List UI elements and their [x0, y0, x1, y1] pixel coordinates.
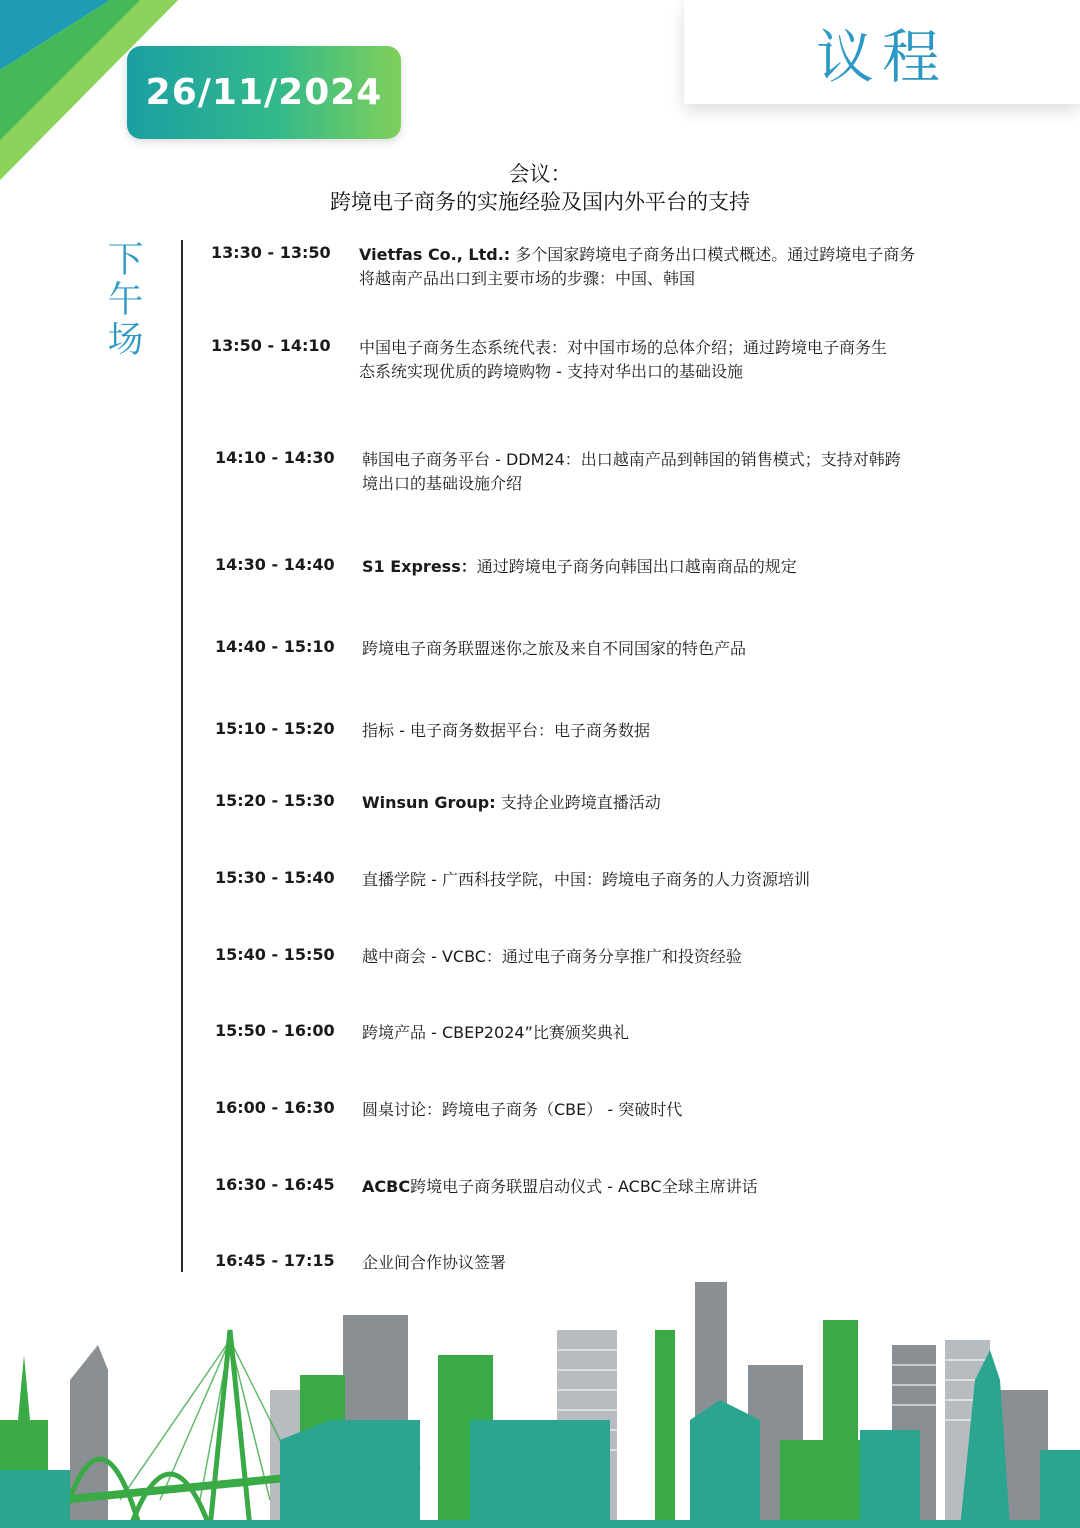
session-label: 下午场: [102, 240, 143, 360]
agenda-text-line1: 跨境电子商务联盟启动仪式 - ACBC全球主席讲话: [410, 1177, 758, 1196]
agenda-text-line2: 境出口的基础设施介绍: [362, 474, 523, 493]
agenda-text-line1: 企业间合作协议签署: [362, 1253, 507, 1272]
agenda-time: 16:30 - 16:45: [215, 1175, 335, 1194]
agenda-text-line1: 直播学院 - 广西科技学院，中国：跨境电子商务的人力资源培训: [362, 870, 810, 889]
agenda-description: [359, 336, 887, 384]
agenda-time: 15:10 - 15:20: [215, 719, 335, 738]
agenda-time: 14:40 - 15:10: [215, 637, 335, 656]
title-card: [684, 0, 1080, 104]
agenda-time: 16:45 - 17:15: [215, 1251, 335, 1270]
agenda-org: Winsun Group:: [362, 793, 496, 812]
agenda-time: 15:50 - 16:00: [215, 1021, 335, 1040]
agenda-description: [362, 448, 901, 496]
meeting-topic: 跨境电子商务的实施经验及国内外平台的支持: [330, 190, 750, 214]
agenda-time: 14:30 - 14:40: [215, 555, 335, 574]
agenda-description: [362, 1021, 629, 1045]
agenda-time: 13:30 - 13:50: [211, 243, 331, 262]
agenda-text-line2: 态系统实现优质的跨境购物 - 支持对华出口的基础设施: [359, 362, 743, 381]
agenda-description: [362, 791, 661, 815]
agenda-org: Vietfas Co., Ltd.:: [359, 245, 511, 264]
agenda-time: 15:30 - 15:40: [215, 868, 335, 887]
agenda-description: [362, 1175, 758, 1199]
agenda-description: [362, 555, 797, 579]
date-text: 26/11/2024: [145, 72, 383, 113]
agenda-description: [359, 243, 915, 291]
agenda-text-line1: 通过跨境电子商务向韩国出口越南商品的规定: [476, 557, 797, 576]
agenda-org: S1 Express：: [362, 557, 477, 576]
agenda-text-line1: 中国电子商务生态系统代表：对中国市场的总体介绍；通过跨境电子商务生: [359, 338, 888, 357]
agenda-text-line1: 跨境电子商务联盟迷你之旅及来自不同国家的特色产品: [362, 639, 747, 658]
agenda-description: [362, 945, 742, 969]
agenda-text-line1: 圆桌讨论：跨境电子商务（CBE） - 突破时代: [362, 1100, 683, 1119]
agenda-description: [362, 1098, 682, 1122]
timeline-divider: [181, 240, 183, 1272]
city-skyline-illustration: [0, 1270, 1080, 1528]
agenda-text-line1: 多个国家跨境电子商务出口模式概述。通过跨境电子商务: [510, 245, 916, 264]
agenda-time: 16:00 - 16:30: [215, 1098, 335, 1117]
date-badge: [127, 46, 401, 139]
page-title: 议程: [815, 23, 948, 91]
agenda-description: [362, 637, 746, 661]
agenda-time: 13:50 - 14:10: [211, 336, 331, 355]
meeting-label: 会议：: [508, 162, 572, 186]
agenda-text-line1: 指标 - 电子商务数据平台：电子商务数据: [362, 721, 650, 740]
agenda-text-line2: 将越南产品出口到主要市场的步骤：中国、韩国: [359, 269, 696, 288]
agenda-text-line1: 支持企业跨境直播活动: [495, 793, 661, 812]
agenda-text-line1: 韩国电子商务平台 - DDM24：出口越南产品到韩国的销售模式；支持对韩跨: [362, 450, 901, 469]
agenda-description: [362, 719, 650, 743]
agenda-time: 15:20 - 15:30: [215, 791, 335, 810]
agenda-time: 14:10 - 14:30: [215, 448, 335, 467]
meeting-heading: [0, 160, 1080, 216]
agenda-text-line1: 越中商会 - VCBC：通过电子商务分享推广和投资经验: [362, 947, 742, 966]
agenda-org: ACBC: [362, 1177, 411, 1196]
agenda-text-line1: 跨境产品 - CBEP2024”比赛颁奖典礼: [362, 1023, 629, 1042]
agenda-description: [362, 868, 810, 892]
agenda-time: 15:40 - 15:50: [215, 945, 335, 964]
